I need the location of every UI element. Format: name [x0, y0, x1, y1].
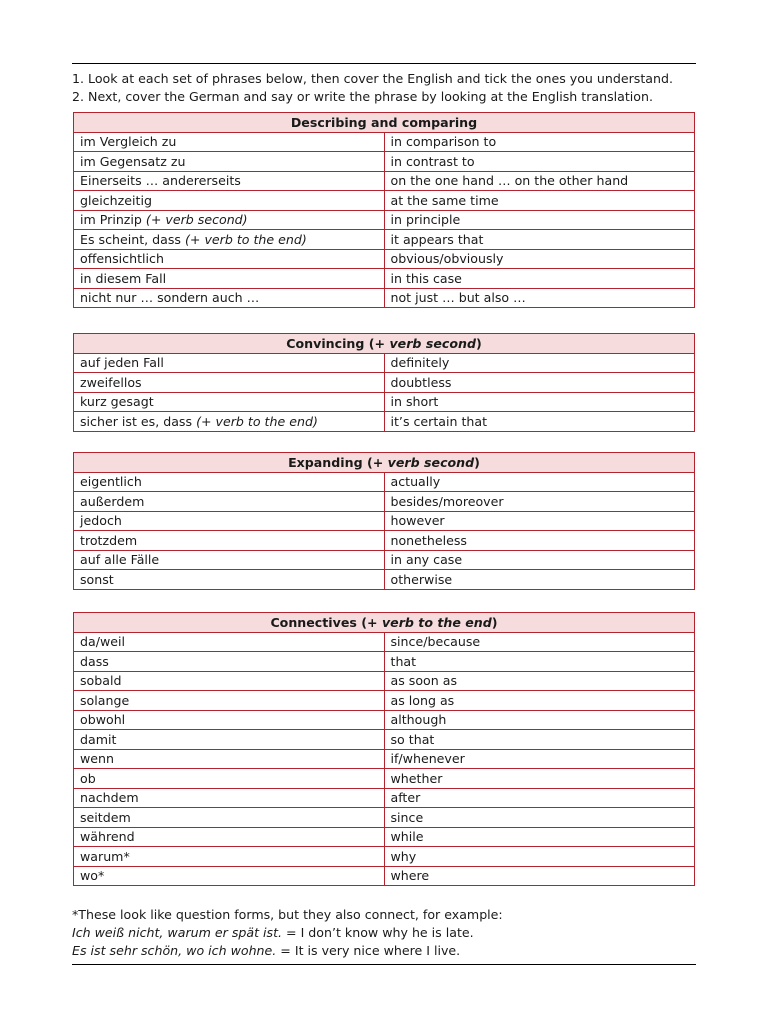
table-row: [74, 412, 695, 432]
german-text: da/weil: [80, 634, 126, 650]
table-row: [74, 230, 695, 250]
heading-note: verb second: [389, 335, 476, 351]
table-heading: [74, 453, 695, 473]
german-text: nachdem: [80, 790, 139, 806]
german-text: in diesem Fall: [80, 270, 167, 286]
german-text: im Prinzip: [80, 212, 146, 228]
english-translation: in any case: [384, 550, 695, 570]
german-text: wenn: [80, 751, 115, 767]
vocab-table-expanding: [73, 452, 695, 590]
table-row: [74, 492, 695, 512]
heading-note: verb second: [387, 454, 475, 470]
german-phrase: [74, 632, 385, 652]
table-row: [74, 769, 695, 789]
german-text: kurz gesagt: [80, 394, 154, 410]
vocab-table-convincing: [73, 333, 695, 432]
german-phrase: [74, 152, 385, 172]
table-row: [74, 671, 695, 691]
german-text: seitdem: [80, 809, 131, 825]
table-row: [74, 171, 695, 191]
footnote-intro: *These look like question forms, but they also connect, for example:: [72, 907, 503, 922]
top-rule: [72, 63, 696, 64]
english-translation: at the same time: [384, 191, 695, 211]
german-phrase: [74, 531, 385, 551]
english-translation: that: [384, 652, 695, 672]
heading-text: Convincing (+: [286, 335, 390, 351]
german-phrase: [74, 191, 385, 211]
english-translation: it’s certain that: [384, 412, 695, 432]
english-translation: not just … but also …: [384, 288, 695, 308]
bottom-rule: [72, 964, 696, 965]
german-text: ob: [80, 770, 96, 786]
table-row: [74, 132, 695, 152]
german-text: jedoch: [80, 513, 122, 529]
example-1-english: = I don’t know why he is late.: [282, 925, 474, 940]
grammar-note: (+ verb second): [145, 212, 248, 228]
table-row: [74, 210, 695, 230]
german-phrase: [74, 171, 385, 191]
german-phrase: [74, 492, 385, 512]
german-text: nicht nur … sondern auch …: [80, 290, 260, 306]
english-translation: after: [384, 788, 695, 808]
english-translation: as long as: [384, 691, 695, 711]
table-row: [74, 788, 695, 808]
english-translation: if/whenever: [384, 749, 695, 769]
german-text: dass: [80, 653, 109, 669]
german-text: außerdem: [80, 493, 145, 509]
table-row: [74, 269, 695, 289]
german-text: wo*: [80, 868, 105, 884]
table-row: [74, 730, 695, 750]
english-translation: so that: [384, 730, 695, 750]
german-text: damit: [80, 731, 117, 747]
german-text: trotzdem: [80, 532, 138, 548]
table-heading: [74, 334, 695, 354]
german-text: im Vergleich zu: [80, 134, 177, 150]
english-translation: actually: [384, 472, 695, 492]
german-text: solange: [80, 692, 130, 708]
german-phrase: [74, 671, 385, 691]
german-text: im Gegensatz zu: [80, 153, 186, 169]
table-row: [74, 288, 695, 308]
german-phrase: [74, 511, 385, 531]
german-phrase: [74, 132, 385, 152]
footnote: [72, 906, 696, 960]
english-translation: doubtless: [384, 373, 695, 393]
german-phrase: [74, 412, 385, 432]
english-translation: otherwise: [384, 570, 695, 590]
english-translation: why: [384, 847, 695, 867]
table-row: [74, 353, 695, 373]
german-text: auf jeden Fall: [80, 355, 164, 371]
example-2-english: = It is very nice where I live.: [276, 943, 461, 958]
english-translation: in contrast to: [384, 152, 695, 172]
english-translation: nonetheless: [384, 531, 695, 551]
german-text: zweifellos: [80, 374, 142, 390]
german-phrase: [74, 288, 385, 308]
english-translation: as soon as: [384, 671, 695, 691]
table-row: [74, 827, 695, 847]
german-text: während: [80, 829, 135, 845]
english-translation: definitely: [384, 353, 695, 373]
table-row: [74, 749, 695, 769]
english-translation: although: [384, 710, 695, 730]
vocab-table-describing-and-comparing: [73, 112, 695, 308]
heading-suffix: ): [474, 454, 480, 470]
german-phrase: [74, 788, 385, 808]
german-text: sobald: [80, 673, 122, 689]
german-phrase: [74, 249, 385, 269]
german-phrase: [74, 373, 385, 393]
table-row: [74, 472, 695, 492]
english-translation: besides/moreover: [384, 492, 695, 512]
grammar-note: (+ verb to the end): [185, 231, 307, 247]
german-phrase: [74, 550, 385, 570]
footnote-example-1: [72, 924, 696, 942]
english-translation: where: [384, 866, 695, 886]
table-heading: [74, 613, 695, 633]
german-phrase: [74, 808, 385, 828]
german-phrase: [74, 392, 385, 412]
table-row: [74, 511, 695, 531]
english-translation: in this case: [384, 269, 695, 289]
example-2-german: Es ist sehr schön, wo ich wohne.: [72, 943, 277, 958]
english-translation: however: [384, 511, 695, 531]
german-phrase: [74, 730, 385, 750]
german-phrase: [74, 269, 385, 289]
german-text: sonst: [80, 571, 114, 587]
example-1-german: Ich weiß nicht, warum er spät ist.: [72, 925, 283, 940]
heading-text: Connectives (+: [270, 614, 382, 630]
table-row: [74, 847, 695, 867]
instruction-2: 2. Next, cover the German and say or write the phrase by looking at the English translation.: [72, 89, 653, 104]
german-text: Es scheint, dass: [80, 231, 185, 247]
german-phrase: [74, 866, 385, 886]
german-phrase: [74, 827, 385, 847]
english-translation: in comparison to: [384, 132, 695, 152]
table-row: [74, 152, 695, 172]
german-phrase: [74, 210, 385, 230]
german-phrase: [74, 472, 385, 492]
heading-text: Expanding (+: [288, 454, 388, 470]
english-translation: in principle: [384, 210, 695, 230]
german-phrase: [74, 570, 385, 590]
table-row: [74, 392, 695, 412]
english-translation: while: [384, 827, 695, 847]
heading-suffix: ): [491, 614, 498, 630]
german-text: obwohl: [80, 712, 126, 728]
german-text: eigentlich: [80, 474, 142, 490]
table-row: [74, 632, 695, 652]
german-phrase: [74, 749, 385, 769]
german-text: warum*: [80, 848, 130, 864]
german-phrase: [74, 691, 385, 711]
heading-note: verb to the end: [381, 614, 492, 630]
table-row: [74, 249, 695, 269]
english-translation: whether: [384, 769, 695, 789]
german-phrase: [74, 710, 385, 730]
german-phrase: [74, 230, 385, 250]
german-phrase: [74, 652, 385, 672]
table-row: [74, 808, 695, 828]
table-row: [74, 550, 695, 570]
table-row: [74, 652, 695, 672]
german-phrase: [74, 847, 385, 867]
table-row: [74, 866, 695, 886]
german-text: gleichzeitig: [80, 192, 152, 208]
vocab-table-connectives: [73, 612, 695, 886]
footnote-example-2: [72, 942, 696, 960]
german-text: sicher ist es, dass: [80, 413, 197, 429]
table-row: [74, 691, 695, 711]
table-row: [74, 710, 695, 730]
english-translation: it appears that: [384, 230, 695, 250]
english-translation: in short: [384, 392, 695, 412]
instruction-1: 1. Look at each set of phrases below, then cover the English and tick the ones you understand.: [72, 71, 674, 86]
table-row: [74, 191, 695, 211]
table-heading: [74, 113, 695, 133]
english-translation: since/because: [384, 632, 695, 652]
instructions: [72, 70, 696, 106]
german-text: offensichtlich: [80, 251, 164, 267]
heading-suffix: ): [475, 335, 482, 351]
english-translation: obvious/obviously: [384, 249, 695, 269]
german-phrase: [74, 353, 385, 373]
table-row: [74, 531, 695, 551]
german-text: Einerseits … andererseits: [80, 173, 241, 189]
heading-text: Describing and comparing: [290, 114, 478, 130]
grammar-note: (+ verb to the end): [196, 413, 318, 429]
english-translation: on the one hand … on the other hand: [384, 171, 695, 191]
table-row: [74, 373, 695, 393]
german-phrase: [74, 769, 385, 789]
table-row: [74, 570, 695, 590]
german-text: auf alle Fälle: [80, 552, 160, 568]
english-translation: since: [384, 808, 695, 828]
